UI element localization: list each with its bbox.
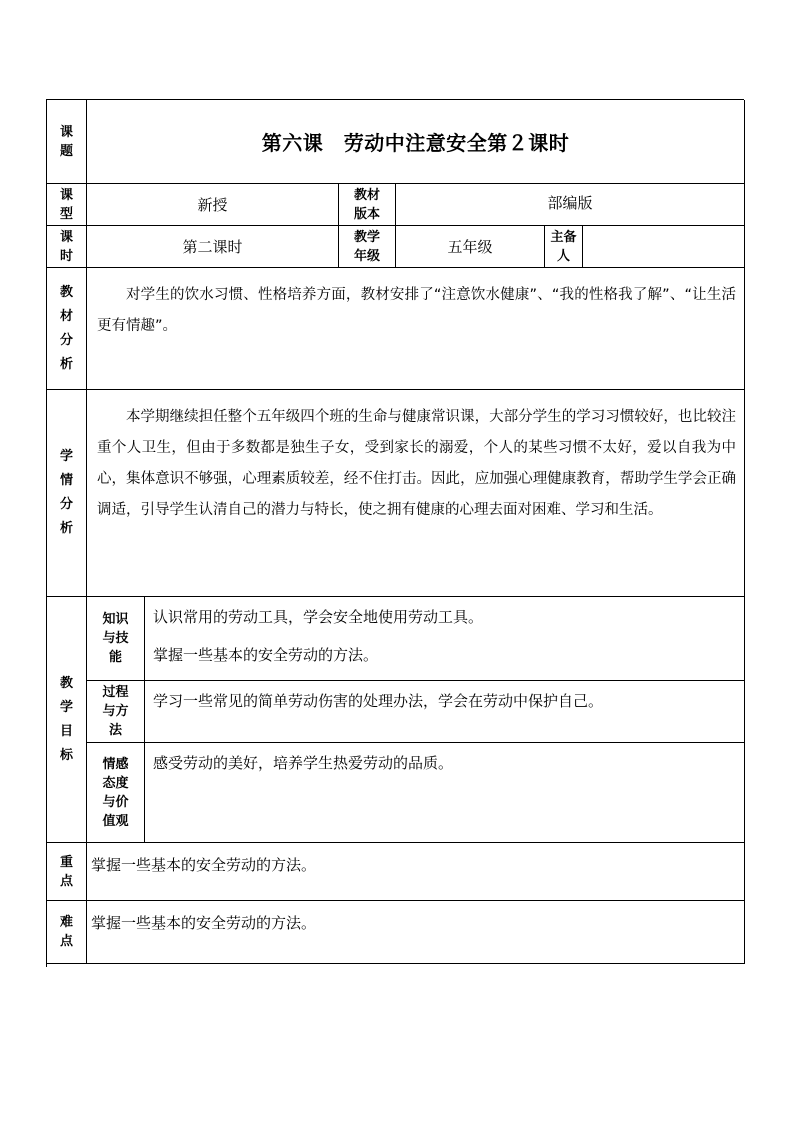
type-value: 新授 [87, 184, 339, 226]
student-analysis-label: 学情分析 [47, 390, 87, 597]
grade-label: 教学年级 [339, 226, 396, 268]
preparer-label: 主备人 [545, 226, 583, 268]
key-point-text: 掌握一些基本的安全劳动的方法。 [87, 843, 745, 901]
edition-value: 部编版 [396, 184, 745, 226]
key-point-label: 重点 [47, 843, 87, 901]
process-label: 过程与方法 [87, 681, 145, 743]
material-analysis-label: 教材分析 [47, 268, 87, 390]
period-value: 第二课时 [87, 226, 339, 268]
emotion-text: 感受劳动的美好，培养学生热爱劳动的品质。 [145, 743, 745, 843]
difficulty-label: 难点 [47, 901, 87, 964]
difficulty-text: 掌握一些基本的安全劳动的方法。 [87, 901, 745, 964]
period-label: 课时 [47, 226, 87, 268]
topic-label: 课题 [47, 100, 87, 184]
objectives-label: 教学目标 [47, 597, 87, 843]
lesson-title: 第六课 劳动中注意安全第２课时 [87, 100, 745, 184]
grade-value: 五年级 [396, 226, 545, 268]
material-analysis-text: 对学生的饮水习惯、性格培养方面，教材安排了“注意饮水健康”、“我的性格我了解”、“让生活更有情趣”。 [87, 268, 745, 390]
edition-label: 教材版本 [339, 184, 396, 226]
knowledge-label: 知识与技能 [87, 597, 145, 681]
emotion-label: 情感态度与价值观 [87, 743, 145, 843]
process-text: 学习一些常见的简单劳动伤害的处理办法，学会在劳动中保护自己。 [145, 681, 745, 743]
lesson-plan-table [46, 99, 744, 967]
type-label: 课型 [47, 184, 87, 226]
knowledge-text: 认识常用的劳动工具，学会安全地使用劳动工具。 掌握一些基本的安全劳动的方法。 [145, 597, 745, 681]
student-analysis-text: 本学期继续担任整个五年级四个班的生命与健康常识课，大部分学生的学习习惯较好，也比较注重个人卫生，但由于多数都是独生子女，受到家长的溺爱，个人的某些习惯不太好，爱以自我为中心，集体意识不够强，心理素质较差，经不住打击。因此，应加强心理健康教育，帮助学生学会正确调适，引导学生认清自己的潜力与特长，使之拥有健康的心理去面对困难、学习和生活。 [87, 390, 745, 597]
preparer-value [583, 226, 745, 268]
